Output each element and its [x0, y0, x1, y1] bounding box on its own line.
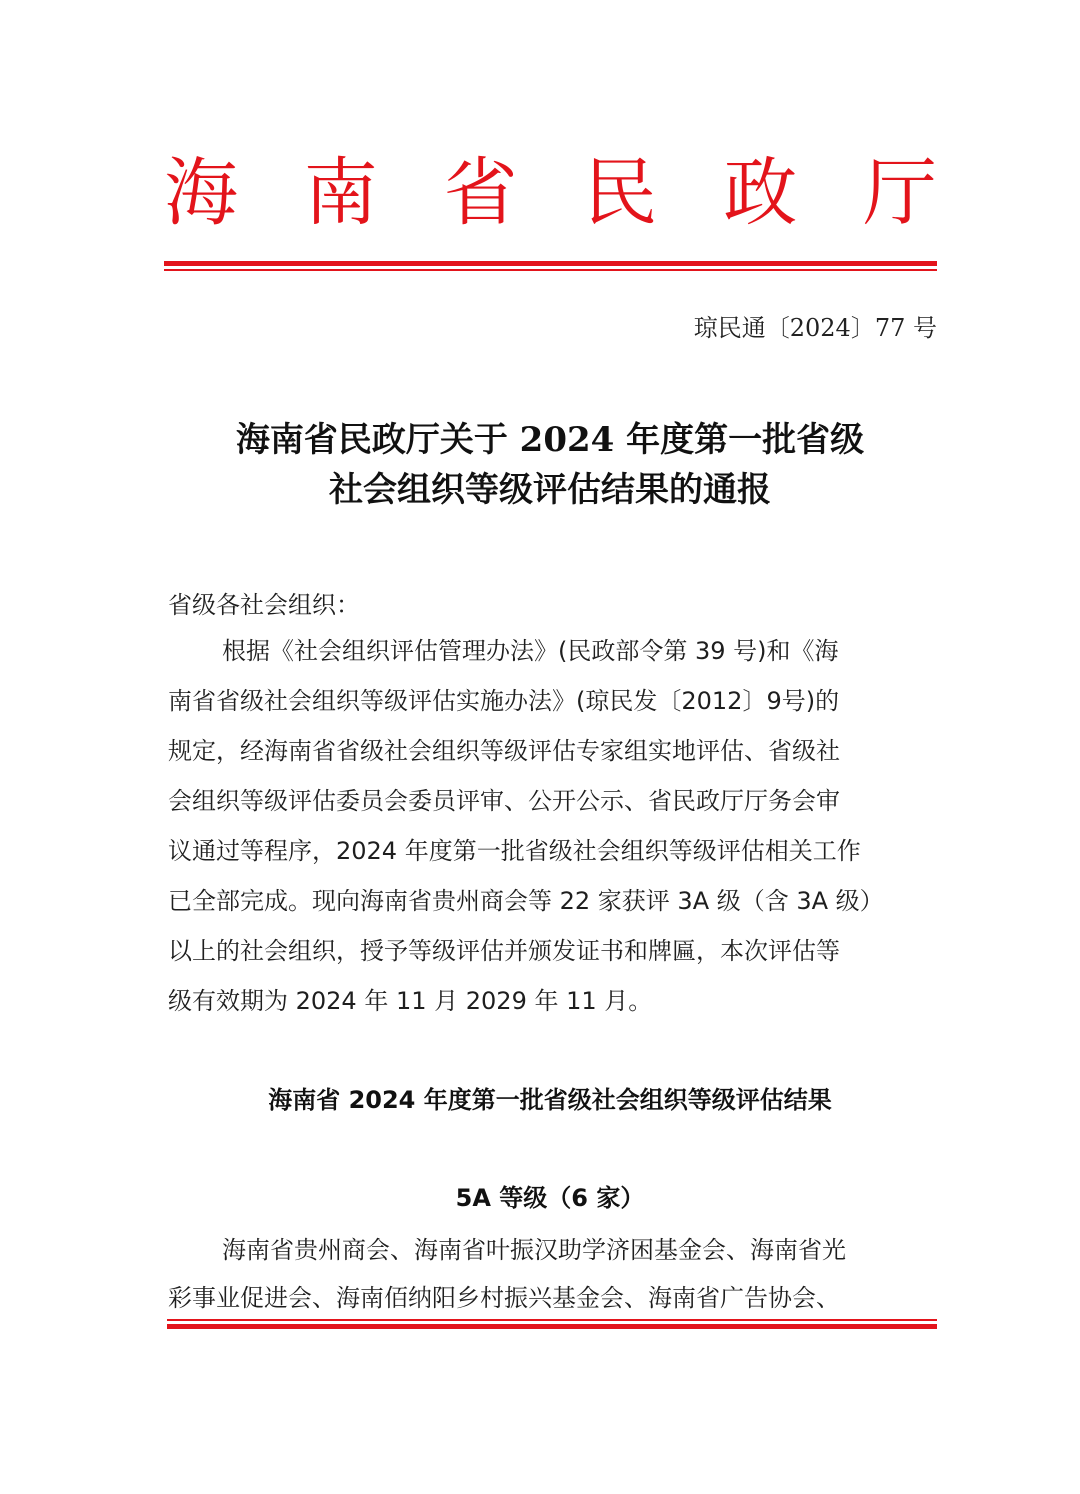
- footer-red-rule-thick: [167, 1324, 937, 1329]
- paragraph-line: 南省省级社会组织等级评估实施办法》(琼民发〔2012〕9号)的: [168, 687, 840, 715]
- salutation: 省级各社会组织：: [168, 591, 360, 619]
- masthead-char: 厅: [862, 150, 937, 236]
- organization-list-line: 海南省贵州商会、海南省叶振汉助学济困基金会、海南省光: [222, 1236, 846, 1264]
- level-5a-organizations: [168, 1226, 940, 1322]
- paragraph-line: 级有效期为 2024 年 11 月 2029 年 11 月。: [168, 987, 653, 1015]
- masthead-char: 民: [583, 150, 658, 236]
- masthead-issuer-title: [164, 148, 937, 238]
- results-heading: 海南省 2024 年度第一批省级社会组织等级评估结果: [268, 1086, 832, 1114]
- header-red-rule-thin: [164, 269, 937, 271]
- masthead-char: 省: [443, 150, 518, 236]
- masthead-char: 海: [164, 150, 238, 236]
- paragraph-line: 会组织等级评估委员会委员评审、公开公示、省民政厅厅务会审: [168, 787, 840, 815]
- paragraph-line: 根据《社会组织评估管理办法》(民政部令第 39 号)和《海: [222, 637, 839, 665]
- paragraph-line: 议通过等程序，2024 年度第一批省级社会组织等级评估相关工作: [168, 837, 861, 865]
- masthead-char: 政: [723, 150, 798, 236]
- level-5a-heading: 5A 等级（6 家）: [455, 1184, 645, 1212]
- paragraph-line: 已全部完成。现向海南省贵州商会等 22 家获评 3A 级（含 3A 级）: [168, 887, 884, 915]
- paragraph-line: 规定，经海南省省级社会组织等级评估专家组实地评估、省级社: [168, 737, 840, 765]
- body-paragraph: [168, 626, 940, 1026]
- document-title-line-1: 海南省民政厅关于 2024 年度第一批省级: [235, 420, 865, 460]
- header-red-rule-thick: [164, 261, 937, 266]
- footer-red-rule-thin: [167, 1319, 937, 1321]
- document-number: 琼民通〔2024〕77 号: [693, 314, 937, 342]
- organization-list-line: 彩事业促进会、海南佰纳阳乡村振兴基金会、海南省广告协会、: [168, 1284, 840, 1312]
- paragraph-line: 以上的社会组织，授予等级评估并颁发证书和牌匾，本次评估等: [168, 937, 840, 965]
- masthead-char: 南: [303, 150, 378, 236]
- document-title-line-2: 社会组织等级评估结果的通报: [329, 470, 771, 510]
